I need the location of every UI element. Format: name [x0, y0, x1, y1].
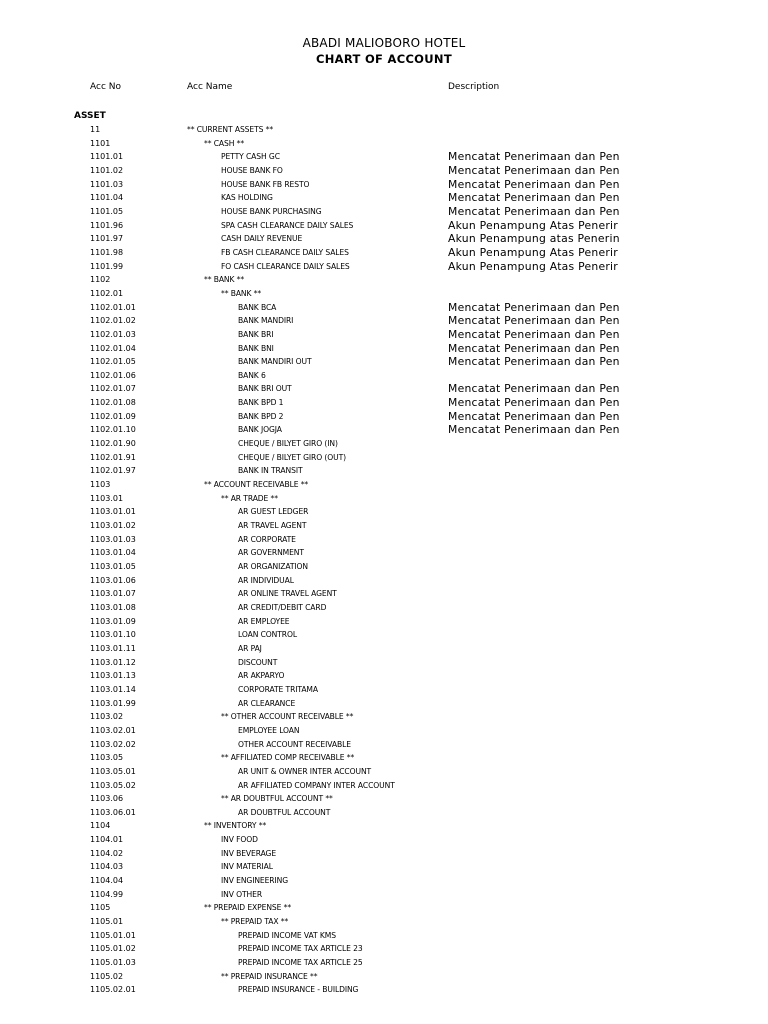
- account-number: 1103.05: [90, 753, 124, 763]
- account-number: 1102.01.90: [90, 439, 136, 449]
- account-name: INV OTHER: [221, 889, 263, 899]
- account-name: BANK JOGJA: [238, 425, 282, 435]
- account-row: [0, 616, 768, 630]
- account-row: [0, 124, 768, 138]
- account-name: AR AFFILIATED COMPANY INTER ACCOUNT: [238, 780, 395, 790]
- account-row: [0, 643, 768, 657]
- account-number: 1101.99: [90, 261, 124, 271]
- document-title: CHART OF ACCOUNT: [316, 52, 452, 66]
- account-name: INV ENGINEERING: [221, 876, 288, 886]
- account-row: [0, 356, 768, 370]
- account-description: Mencatat Penerimaan dan Pen: [448, 204, 620, 218]
- account-number: 1103.01.14: [90, 684, 136, 694]
- account-description: Mencatat Penerimaan dan Pen: [448, 191, 620, 205]
- account-row: [0, 138, 768, 152]
- account-number: 1103.01.99: [90, 698, 136, 708]
- account-number: 1101.97: [90, 234, 124, 244]
- account-row: [0, 261, 768, 275]
- account-name: BANK MANDIRI OUT: [238, 357, 312, 367]
- account-number: 1102.01.03: [90, 329, 136, 339]
- column-header-acc-name: Acc Name: [187, 82, 233, 92]
- account-description: Akun Penampung Atas Penerir: [448, 245, 618, 259]
- account-row: [0, 575, 768, 589]
- account-number: 1105.02: [90, 971, 124, 981]
- account-name: BANK BCA: [238, 302, 277, 312]
- account-number: 1102.01: [90, 288, 124, 298]
- account-number: 1103.01.01: [90, 507, 136, 517]
- account-row: [0, 711, 768, 725]
- account-number: 1102.01.04: [90, 343, 136, 353]
- account-name: BANK BRI OUT: [238, 384, 292, 394]
- account-number: 1104.03: [90, 862, 124, 872]
- account-number: 1101.02: [90, 165, 124, 175]
- account-row: [0, 984, 768, 998]
- account-name: HOUSE BANK FO: [221, 165, 283, 175]
- account-row: [0, 547, 768, 561]
- account-number: 1105.01: [90, 917, 124, 927]
- account-name: CHEQUE / BILYET GIRO (OUT): [238, 452, 346, 462]
- account-name: AR ORGANIZATION: [238, 562, 308, 571]
- account-row: [0, 766, 768, 780]
- account-row: [0, 274, 768, 288]
- account-row: [0, 629, 768, 643]
- account-number: 1103.06: [90, 794, 124, 804]
- account-row: [0, 493, 768, 507]
- account-number: 1105.01.01: [90, 930, 136, 940]
- account-row: [0, 192, 768, 206]
- account-row: [0, 411, 768, 425]
- account-row: [0, 588, 768, 602]
- account-number: 1104: [90, 821, 111, 831]
- account-number: 1101.05: [90, 206, 124, 216]
- account-name: BANK BPD 1: [238, 398, 284, 408]
- company-name: ABADI MALIOBORO HOTEL: [302, 36, 466, 50]
- account-row: [0, 343, 768, 357]
- account-name: ** PREPAID INSURANCE **: [221, 971, 318, 981]
- account-number: 1102.01.01: [90, 302, 136, 312]
- account-description: Mencatat Penerimaan dan Pen: [448, 300, 620, 314]
- account-name: PREPAID INCOME TAX ARTICLE 23: [238, 944, 363, 954]
- account-row: [0, 465, 768, 479]
- account-number: 1105.02.01: [90, 985, 136, 995]
- account-row: [0, 930, 768, 944]
- account-row: [0, 479, 768, 493]
- account-name: BANK BPD 2: [238, 411, 284, 421]
- account-number: 1103.01.02: [90, 521, 136, 531]
- account-number: 1103.01.09: [90, 616, 136, 626]
- account-row: [0, 657, 768, 671]
- account-name: CASH DAILY REVENUE: [221, 234, 303, 244]
- account-name: AR UNIT & OWNER INTER ACCOUNT: [238, 766, 372, 776]
- account-name: CHEQUE / BILYET GIRO (IN): [238, 439, 338, 449]
- account-number: 1102.01.06: [90, 370, 136, 380]
- account-row: [0, 943, 768, 957]
- account-number: 1101.04: [90, 193, 124, 203]
- account-row: [0, 561, 768, 575]
- account-number: 1102.01.97: [90, 466, 136, 476]
- account-row: [0, 834, 768, 848]
- account-name: AR GUEST LEDGER: [238, 507, 309, 517]
- account-name: AR CLEARANCE: [238, 698, 296, 708]
- account-description: Akun Penampung Atas Penerir: [448, 259, 618, 273]
- account-number: 1103.05.01: [90, 766, 136, 776]
- account-number: 1101.98: [90, 247, 124, 257]
- account-row: [0, 151, 768, 165]
- account-name: INV MATERIAL: [221, 862, 273, 872]
- account-row: [0, 780, 768, 794]
- account-row: [0, 302, 768, 316]
- account-row: [0, 739, 768, 753]
- column-header-description: Description: [448, 82, 500, 92]
- account-number: 1104.01: [90, 835, 124, 845]
- account-number: 1103.01.13: [90, 671, 136, 681]
- account-name: BANK MANDIRI: [238, 316, 294, 326]
- account-description: Mencatat Penerimaan dan Pen: [448, 382, 620, 396]
- account-row: [0, 752, 768, 766]
- account-row: [0, 902, 768, 916]
- account-name: INV FOOD: [221, 835, 258, 845]
- account-number: 1104.99: [90, 889, 124, 899]
- account-name: PREPAID INCOME TAX ARTICLE 25: [238, 958, 363, 968]
- account-row: [0, 684, 768, 698]
- account-number: 1101.03: [90, 179, 124, 189]
- account-row: [0, 315, 768, 329]
- account-number: 1103.02: [90, 712, 124, 722]
- account-row: [0, 971, 768, 985]
- account-number: 1102.01.07: [90, 384, 136, 394]
- account-name: ** PREPAID TAX **: [221, 917, 289, 927]
- account-name: ** OTHER ACCOUNT RECEIVABLE **: [221, 712, 354, 722]
- account-name: AR PAJ: [238, 643, 262, 653]
- account-name: AR DOUBTFUL ACCOUNT: [238, 807, 331, 817]
- account-row: [0, 848, 768, 862]
- account-number: 1103.01.04: [90, 548, 136, 558]
- account-name: DISCOUNT: [238, 657, 278, 667]
- account-name: AR CREDIT/DEBIT CARD: [238, 602, 327, 612]
- account-row: [0, 520, 768, 534]
- account-description: Mencatat Penerimaan dan Pen: [448, 396, 620, 410]
- account-name: AR ONLINE TRAVEL AGENT: [238, 589, 337, 599]
- account-row: [0, 875, 768, 889]
- account-name: BANK 6: [238, 370, 266, 380]
- account-number: 1102.01.02: [90, 316, 136, 326]
- account-description: Akun Penampung atas Penerin: [448, 232, 620, 246]
- account-number: 1104.02: [90, 848, 124, 858]
- account-name: ** AR TRADE **: [221, 493, 278, 503]
- account-name: HOUSE BANK FB RESTO: [221, 179, 310, 189]
- account-number: 1102.01.05: [90, 357, 136, 367]
- account-row: [0, 889, 768, 903]
- account-number: 1101: [90, 138, 111, 148]
- account-row: [0, 602, 768, 616]
- account-number: 1103.06.01: [90, 807, 136, 817]
- account-name: AR AKPARYO: [238, 671, 285, 681]
- account-name: AR TRAVEL AGENT: [238, 521, 307, 531]
- account-number: 1103.01.05: [90, 562, 136, 571]
- account-name: PREPAID INCOME VAT KMS: [238, 930, 336, 940]
- account-name: AR GOVERNMENT: [238, 548, 304, 558]
- account-name: BANK BNI: [238, 343, 274, 353]
- account-name: BANK IN TRANSIT: [238, 466, 303, 476]
- column-header-acc-no: Acc No: [90, 82, 121, 92]
- account-name: ** AR DOUBTFUL ACCOUNT **: [221, 794, 333, 804]
- account-number: 1103.05.02: [90, 780, 136, 790]
- account-number: 1102: [90, 275, 111, 285]
- account-name: ** BANK **: [221, 288, 262, 298]
- account-name: ** PREPAID EXPENSE **: [204, 903, 292, 913]
- account-name: ** INVENTORY **: [204, 821, 267, 831]
- account-row: [0, 370, 768, 384]
- account-number: 1104.04: [90, 876, 124, 886]
- account-number: 1101.96: [90, 220, 124, 230]
- section-heading-asset: ASSET: [74, 111, 106, 121]
- account-number: 1102.01.09: [90, 411, 136, 421]
- account-name: FB CASH CLEARANCE DAILY SALES: [221, 247, 349, 257]
- account-number: 1101.01: [90, 152, 124, 162]
- account-row: [0, 916, 768, 930]
- account-name: AR INDIVIDUAL: [238, 575, 294, 585]
- account-name: LOAN CONTROL: [238, 630, 297, 640]
- account-number: 1103.01.07: [90, 589, 136, 599]
- account-name: INV BEVERAGE: [221, 848, 277, 858]
- account-number: 1103.01.06: [90, 575, 136, 585]
- account-number: 1102.01.10: [90, 425, 136, 435]
- account-row: [0, 288, 768, 302]
- account-description: Mencatat Penerimaan dan Pen: [448, 423, 620, 437]
- account-row: [0, 807, 768, 821]
- account-number: 1103.01.08: [90, 602, 136, 612]
- account-row: [0, 220, 768, 234]
- account-description: Mencatat Penerimaan dan Pen: [448, 177, 620, 191]
- account-row: [0, 179, 768, 193]
- account-description: Mencatat Penerimaan dan Pen: [448, 163, 620, 177]
- account-name: CORPORATE TRITAMA: [238, 684, 318, 694]
- account-number: 1103.01: [90, 493, 124, 503]
- account-name: AR CORPORATE: [238, 534, 296, 544]
- account-row: [0, 820, 768, 834]
- account-name: PREPAID INSURANCE - BUILDING: [238, 985, 359, 995]
- account-row: [0, 438, 768, 452]
- account-description: Mencatat Penerimaan dan Pen: [448, 355, 620, 369]
- account-name: BANK BRI: [238, 329, 274, 339]
- account-number: 1103.02.01: [90, 725, 136, 735]
- account-row: [0, 383, 768, 397]
- account-name: EMPLOYEE LOAN: [238, 725, 300, 735]
- account-number: 1102.01.91: [90, 452, 136, 462]
- account-name: AR EMPLOYEE: [238, 616, 290, 626]
- account-name: HOUSE BANK PURCHASING: [221, 206, 322, 216]
- account-row: [0, 247, 768, 261]
- account-description: Mencatat Penerimaan dan Pen: [448, 341, 620, 355]
- account-number: 1103.01.03: [90, 534, 136, 544]
- account-name: ** AFFILIATED COMP RECEIVABLE **: [221, 753, 355, 763]
- account-description: Mencatat Penerimaan dan Pen: [448, 314, 620, 328]
- account-list: [0, 124, 768, 998]
- account-row: [0, 670, 768, 684]
- account-name: OTHER ACCOUNT RECEIVABLE: [238, 739, 351, 749]
- account-row: [0, 957, 768, 971]
- account-row: [0, 698, 768, 712]
- account-row: [0, 165, 768, 179]
- account-name: SPA CASH CLEARANCE DAILY SALES: [221, 220, 354, 230]
- account-number: 1103.02.02: [90, 739, 136, 749]
- account-number: 1103.01.11: [90, 643, 136, 653]
- account-number: 1105.01.03: [90, 958, 136, 968]
- account-name: PETTY CASH GC: [221, 152, 280, 162]
- account-number: 1103.01.12: [90, 657, 136, 667]
- account-description: Akun Penampung Atas Penerir: [448, 218, 618, 232]
- account-row: [0, 206, 768, 220]
- account-name: ** CASH **: [204, 138, 245, 148]
- account-name: FO CASH CLEARANCE DAILY SALES: [221, 261, 350, 271]
- account-row: [0, 793, 768, 807]
- account-row: [0, 233, 768, 247]
- account-number: 1102.01.08: [90, 398, 136, 408]
- account-description: Mencatat Penerimaan dan Pen: [448, 150, 620, 164]
- account-row: [0, 424, 768, 438]
- account-row: [0, 452, 768, 466]
- account-row: [0, 861, 768, 875]
- account-description: Mencatat Penerimaan dan Pen: [448, 409, 620, 423]
- account-number: 1105.01.02: [90, 944, 136, 954]
- account-name: ** BANK **: [204, 275, 245, 285]
- account-row: [0, 397, 768, 411]
- account-row: [0, 506, 768, 520]
- account-number: 1105: [90, 903, 111, 913]
- account-name: ** ACCOUNT RECEIVABLE **: [204, 480, 309, 490]
- account-name: KAS HOLDING: [221, 193, 273, 203]
- account-row: [0, 329, 768, 343]
- account-description: Mencatat Penerimaan dan Pen: [448, 327, 620, 341]
- account-name: ** CURRENT ASSETS **: [187, 125, 274, 134]
- account-number: 1103.01.10: [90, 630, 136, 640]
- account-row: [0, 534, 768, 548]
- account-number: 1103: [90, 480, 111, 490]
- account-row: [0, 725, 768, 739]
- account-number: 11: [90, 125, 101, 134]
